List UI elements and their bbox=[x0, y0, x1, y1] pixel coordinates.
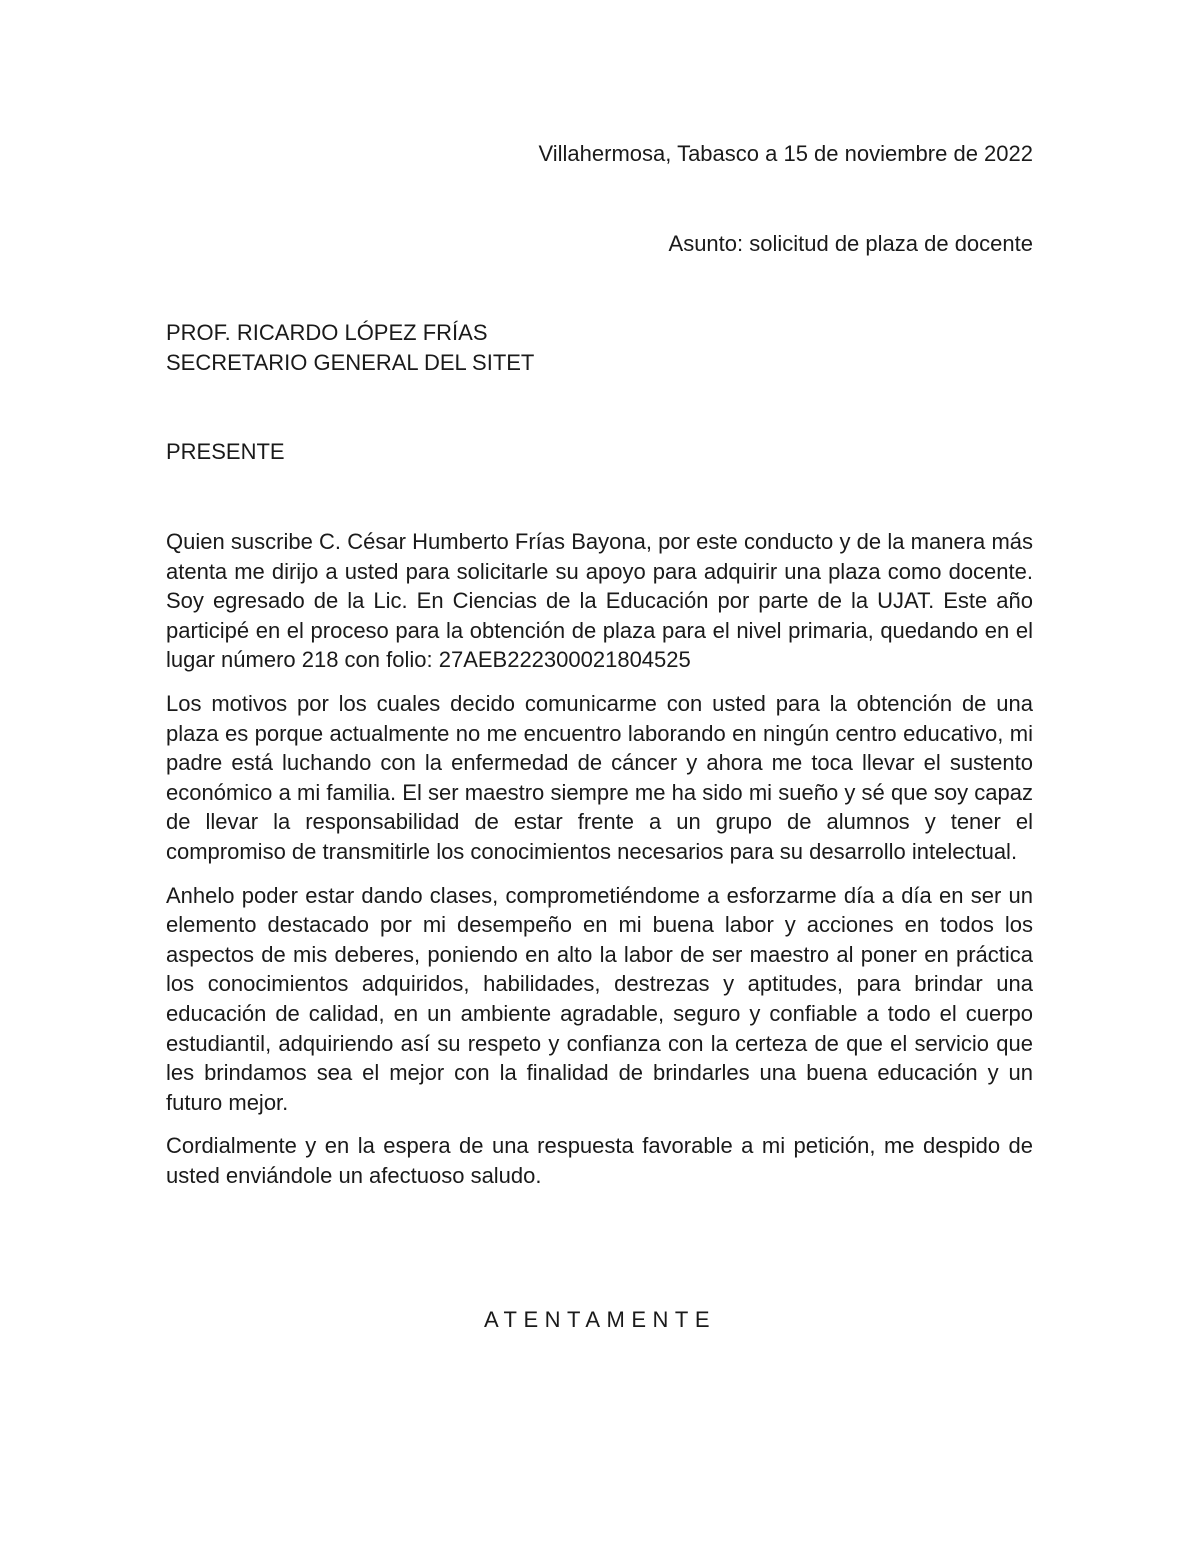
closing-block bbox=[0, 1305, 1200, 1335]
letter-body bbox=[166, 527, 1033, 1204]
salutation: PRESENTE bbox=[166, 439, 285, 464]
subject: Asunto: solicitud de plaza de docente bbox=[668, 231, 1033, 256]
place-date-line bbox=[166, 139, 1033, 169]
place-date: Villahermosa, Tabasco a 15 de noviembre de 2022 bbox=[538, 141, 1033, 166]
body-paragraph-1: Quien suscribe C. César Humberto Frías Bayona, por este conducto y de la manera más atenta me dirijo a usted para solicitarle su apoyo para adquirir una plaza como docente. Soy egresado de la Lic. En Ciencias de la Educación por parte de la UJAT. Este año participé en el proceso para la obtención de plaza para el nivel primaria, quedando en el lugar número 218 con folio: 27AEB222300021804525 bbox=[166, 529, 1033, 673]
recipient-block bbox=[166, 318, 1033, 377]
recipient-title: SECRETARIO GENERAL DEL SITET bbox=[166, 349, 535, 375]
body-paragraph-3: Anhelo poder estar dando clases, comprometiéndome a esforzarme día a día en ser un elemento destacado por mi desempeño en mi buena labor y acciones en todos los aspectos de mis deberes, poniendo en alto la labor de ser maestro al poner en práctica los conocimientos adquiridos, habilidades, destrezas y aptitudes, para brindar una educación de calidad, en un ambiente agradable, seguro y confiable a todo el cuerpo estudiantil, adquiriendo así su respeto y confianza con la certeza de que el servicio que les brindamos sea el mejor con la finalidad de brindarles una buena educación y un futuro mejor. bbox=[166, 882, 1033, 1115]
recipient-name: PROF. RICARDO LÓPEZ FRÍAS bbox=[166, 320, 488, 345]
closing: ATENTAMENTE bbox=[483, 1307, 717, 1332]
body-paragraph-4: Cordialmente y en la espera de una respuesta favorable a mi petición, me despido de usted enviándole un afectuoso saludo. bbox=[166, 1133, 1033, 1188]
subject-line bbox=[166, 229, 1033, 259]
salutation-block bbox=[166, 437, 1033, 467]
body-paragraph-2: Los motivos por los cuales decido comunicarme con usted para la obtención de una plaza es porque actualmente no me encuentro laborando en ningún centro educativo, mi padre está luchando con la enfermedad de cáncer y ahora me toca llevar el sustento económico a mi familia. El ser maestro siempre me ha sido mi sueño y sé que soy capaz de llevar la responsabilidad de estar frente a un grupo de alumnos y tener el compromiso de transmitirle los conocimientos necesarios para su desarrollo intelectual. bbox=[166, 690, 1033, 864]
